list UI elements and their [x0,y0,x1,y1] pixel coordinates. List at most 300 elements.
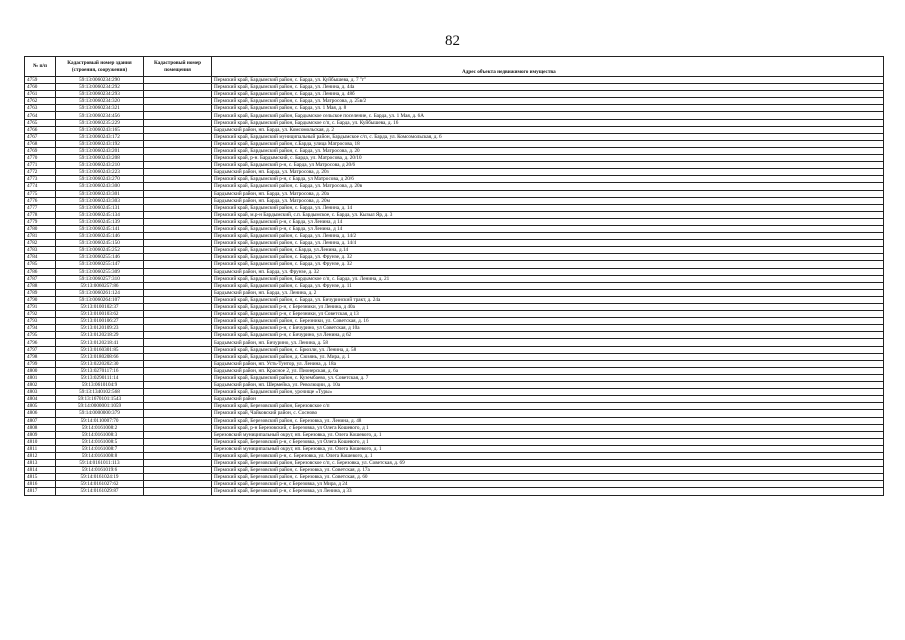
table-row [25,374,884,381]
address: Пермский край, Бардымский район, с. Барда, ул. Ленина, д. 48б [212,91,884,98]
table-row [25,119,884,126]
cadastral-number: 59:14:0161027:62 [56,481,144,488]
address: Пермский край, Бардымский р-н, с Бичурино, ул Советская, д 10а [212,325,884,332]
room-number [144,474,212,481]
room-number [144,126,212,133]
row-number: 4767 [25,133,56,140]
cadastral-number: 59:13:0270117:16 [56,367,144,374]
cadastral-number: 59:13:0060243:201 [56,147,144,154]
room-number [144,339,212,346]
room-number [144,98,212,105]
room-number [144,417,212,424]
row-number: 4769 [25,147,56,154]
address: Бардымский район, нп. Бичурино, ул. Ленина, д. 58 [212,339,884,346]
table-row [25,325,884,332]
table-row [25,318,884,325]
cadastral-number: 59:13:0060243:192 [56,140,144,147]
row-number: 4774 [25,183,56,190]
address: Пермский край, Бардымский район, с. Кузембаево, ул. Советская, д. 7 [212,374,884,381]
cadastral-number: 59:13:0060243:300 [56,183,144,190]
address: Пермский край, Бардымский р-н, с Бичурино, ул Ленина, д 62 [212,332,884,339]
room-number [144,396,212,403]
row-number: 4803 [25,389,56,396]
room-number [144,91,212,98]
address: Пермский край, Бардымский район, с. Барда, ул. Фрунзе, д. 32 [212,261,884,268]
row-number: 4789 [25,289,56,296]
row-number: 4811 [25,445,56,452]
table-row [25,431,884,438]
row-number: 4778 [25,211,56,218]
row-number: 4765 [25,119,56,126]
cadastral-number: 59:14:0000000:379 [56,410,144,417]
room-number [144,176,212,183]
room-number [144,77,212,84]
table-row [25,204,884,211]
address: Пермский край, Березовский район, с. Березовка, ул. Советская, д. 60 [212,474,884,481]
address: Пермский край, Березовский р-н, с Березовка, ул Мира, д 24 [212,481,884,488]
table-row [25,169,884,176]
cadastral-number: 59:14:0161008:3 [56,431,144,438]
table-row [25,488,884,495]
table-row [25,438,884,445]
room-number [144,389,212,396]
address: Пермский край, Бардымский р-н, с Березники, ул Советская, д 13 [212,311,884,318]
header-address-spacer [212,57,884,70]
cadastral-number: 59:13:0060243:172 [56,133,144,140]
room-number [144,445,212,452]
room-number [144,488,212,495]
table-row [25,147,884,154]
room-number [144,133,212,140]
row-number: 4812 [25,452,56,459]
row-number: 4783 [25,247,56,254]
room-number [144,204,212,211]
row-number: 4776 [25,197,56,204]
table-row [25,304,884,311]
address: Пермский край, Бардымский район, с. Барда, ул. Фрунзе, д. 11 [212,282,884,289]
table-row [25,261,884,268]
cadastral-number: 59:13:0120218:29 [56,332,144,339]
address: Пермский край, Бардымский район, с. Барда, ул. Фрунзе, д. 32 [212,254,884,261]
row-number: 4814 [25,467,56,474]
table-row [25,162,884,169]
row-number: 4807 [25,417,56,424]
table-row [25,211,884,218]
address: Пермский край, Березовский район, Березовское с/п, с. Березовка, ул. Советская, д. 69 [212,460,884,467]
cadastral-number: 59:13:0610104:9 [56,382,144,389]
cadastral-number: 59:14:0161008:7 [56,445,144,452]
address: Пермский край, Бардымский район, с. Барда, ул. Ленина, д. 14 [212,204,884,211]
cadastral-number: 59:14:0161008:2 [56,424,144,431]
table-row [25,275,884,282]
room-number [144,140,212,147]
room-number [144,268,212,275]
row-number: 4759 [25,77,56,84]
address: Пермский край, Чайковский район, с. Сосново [212,410,884,417]
address: Пермский край, Бардымский район, с.Барда, улица Матросова, 18 [212,140,884,147]
table-row [25,389,884,396]
table-row [25,112,884,119]
cadastral-number: 59:13:0060245:134 [56,211,144,218]
table-row [25,289,884,296]
table-row [25,382,884,389]
table-row [25,254,884,261]
row-number: 4794 [25,325,56,332]
cadastral-number: 59:13:0060257:86 [56,282,144,289]
cadastral-number: 59:13:0060245:141 [56,225,144,232]
row-number: 4798 [25,353,56,360]
page-number: 82 [445,33,460,49]
room-number [144,240,212,247]
room-number [144,403,212,410]
header-cadastral: Кадастровый номер здания (строения, сооружения) [56,57,144,77]
room-number [144,155,212,162]
address: Пермский край, Бардымский район, д. Сюзянь, ул. Мира, д. 1 [212,353,884,360]
cadastral-number: 59:13:0220202:30 [56,360,144,367]
table-row [25,84,884,91]
row-number: 4771 [25,162,56,169]
row-number: 4816 [25,481,56,488]
row-number: 4768 [25,140,56,147]
table-row [25,282,884,289]
table-row [25,481,884,488]
cadastral-number: 59:13:0160301:85 [56,346,144,353]
row-number: 4810 [25,438,56,445]
address: Пермский край, Березовский район, с. Березовка, ул. Ленина, д. 48 [212,417,884,424]
address: Бардымский район, нп. Барда, ул. Матросова, д. 20м [212,197,884,204]
address: Пермский край, Бардымский район, с. Барда, ул. Бичуринский тракт, д. 24а [212,296,884,303]
cadastral-number: 59:13:0060257:310 [56,275,144,282]
address: Бардымский район, нп. Барда, ул. Комсомольская, д. 2 [212,126,884,133]
cadastral-number: 59:13:0060243:208 [56,155,144,162]
room-number [144,282,212,289]
table-row [25,240,884,247]
room-number [144,112,212,119]
row-number: 4809 [25,431,56,438]
row-number: 4782 [25,240,56,247]
room-number [144,211,212,218]
table-row [25,353,884,360]
room-number [144,460,212,467]
table-row [25,91,884,98]
row-number: 4762 [25,98,56,105]
table-row [25,339,884,346]
row-number: 4772 [25,169,56,176]
row-number: 4802 [25,382,56,389]
cadastral-number: 59:13:0060234:320 [56,98,144,105]
address: Пермский край, Бардымский район, Бардымское с/п, с. Барда, ул. Куйбышева, д. 16 [212,119,884,126]
row-number: 4790 [25,296,56,303]
address: Пермский край, м.р-н Бардымский, с.п. Бардымское, с. Барда, ул. Кызыл Яр, д. 3 [212,211,884,218]
cadastral-number: 59:13:0060234:290 [56,77,144,84]
address: Пермский край, Бардымский р-н, с Барда, ул Ленина, д 14 [212,225,884,232]
room-number [144,325,212,332]
table-row [25,360,884,367]
row-number: 4791 [25,304,56,311]
cadastral-number: 59:13:0120218:41 [56,339,144,346]
address: Пермский край, Березовский район, с. Березовка, ул. Советская, д. 17а [212,467,884,474]
row-number: 4800 [25,367,56,374]
cadastral-number: 59:13:0060243:165 [56,126,144,133]
room-number [144,452,212,459]
table-row [25,417,884,424]
table-row [25,268,884,275]
row-number: 4787 [25,275,56,282]
address: Пермский край, Бардымский р-н, с Березники, ул Ленина, д 40а [212,304,884,311]
address: Бардымский район, нп. Барда, ул. Ленина, д. 2 [212,289,884,296]
row-number: 4815 [25,474,56,481]
row-number: 4817 [25,488,56,495]
row-number: 4786 [25,268,56,275]
cadastral-number: 59:13:0060245:131 [56,204,144,211]
cadastral-number: 59:13:0060255:309 [56,268,144,275]
room-number [144,169,212,176]
address: Пермский край, Бардымский район, с. Барда, ул. Матросова, д. 20в [212,183,884,190]
address: Бардымский район, нп. Усть-Тунтор, ул. Ленина, д. 18а [212,360,884,367]
address: Пермский край, Бардымский район, с. Брюзли, ул. Ленина, д. 58 [212,346,884,353]
table-row [25,346,884,353]
address: Пермский край, Бардымский район, с.Барда, ул.Ленина, д.14 [212,247,884,254]
row-number: 4770 [25,155,56,162]
header-room: Кадастровый номер помещения [144,57,212,77]
room-number [144,467,212,474]
table-row [25,155,884,162]
room-number [144,197,212,204]
table-row [25,367,884,374]
row-number: 4799 [25,360,56,367]
room-number [144,438,212,445]
row-number: 4784 [25,254,56,261]
address: Пермский край, Бардымский район, Бардымское с/п, с. Барда, ул. Ленина, д. 21 [212,275,884,282]
cadastral-number: 59:13:0060234:292 [56,84,144,91]
room-number [144,318,212,325]
room-number [144,289,212,296]
address: Пермский край, Бардымский р-н, с Барда, ул Матросова, д 20/6 [212,176,884,183]
table-row [25,452,884,459]
row-number: 4804 [25,396,56,403]
property-table [24,56,884,496]
cadastral-number: 59:13:0060255:146 [56,254,144,261]
cadastral-number: 59:13:0060245:139 [56,218,144,225]
cadastral-number: 59:13:1340102:568 [56,389,144,396]
cadastral-number: 59:14:0110007:70 [56,417,144,424]
cadastral-number: 59:14:0161008:5 [56,438,144,445]
row-number: 4780 [25,225,56,232]
cadastral-number: 59:13:0060245:252 [56,247,144,254]
address: Пермский край, Бардымский район, с. Барда, ул. 1 Мая, д. 8 [212,105,884,112]
address: Пермский край, р-н. Бардымский, с. Барда, ул. Матросова, д. 20/10 [212,155,884,162]
address: Пермский край, Бардымский район, с. Барда, ул. Куйбышева, д. 7 "г" [212,77,884,84]
room-number [144,218,212,225]
address: Пермский край, Бардымский район, с. Барда, ул. Матросова, д. 20 [212,147,884,154]
row-number: 4808 [25,424,56,431]
room-number [144,367,212,374]
room-number [144,304,212,311]
address: Пермский край, Березовский район, Березовское с/п [212,403,884,410]
row-number: 4797 [25,346,56,353]
room-number [144,190,212,197]
cadastral-number: 59:14:0161011:113 [56,460,144,467]
row-number: 4775 [25,190,56,197]
table-row [25,460,884,467]
room-number [144,424,212,431]
table-row [25,133,884,140]
row-number: 4781 [25,233,56,240]
room-number [144,410,212,417]
cadastral-number: 59:13:0060245:146 [56,233,144,240]
room-number [144,247,212,254]
address: Пермский край, Бардымский район, с. Барда, ул. Ленина, д. 14/2 [212,233,884,240]
address: Пермский край, Бардымский район, Бардымское сельское поселение, с. Барда, ул. 1 Мая, д. 6А [212,112,884,119]
table-row [25,140,884,147]
cadastral-number: 59:13:0060264:107 [56,296,144,303]
cadastral-number: 59:13:0060243:303 [56,197,144,204]
table-row [25,311,884,318]
cadastral-number: 59:13:1670101:1543 [56,396,144,403]
table-row [25,77,884,84]
cadastral-number: 59:13:0120109:23 [56,325,144,332]
cadastral-number: 59:13:0100102:37 [56,304,144,311]
address: Пермский край, Бардымский район, с. Барда, ул. Матросова, д. 25в/2 [212,98,884,105]
row-number: 4785 [25,261,56,268]
room-number [144,360,212,367]
table-body [25,77,884,496]
room-number [144,254,212,261]
table-row [25,218,884,225]
room-number [144,431,212,438]
table-row [25,403,884,410]
address: Бардымский район, нп. Барда, ул. Фрунзе, д. 32 [212,268,884,275]
header-address: Адрес объекта недвижимого имущества [212,69,884,77]
cadastral-number: 59:14:0161019:6 [56,467,144,474]
cadastral-number: 59:14:0161024:19 [56,474,144,481]
cadastral-number: 59:13:0060243:223 [56,169,144,176]
row-number: 4805 [25,403,56,410]
cadastral-number: 59:13:0060243:301 [56,190,144,197]
cadastral-number: 59:13:0060245:150 [56,240,144,247]
row-number: 4793 [25,318,56,325]
room-number [144,119,212,126]
table-row [25,410,884,417]
room-number [144,225,212,232]
address: Бардымский район, нп. Красное 2, ул. Пионерская, д. 6а [212,367,884,374]
room-number [144,261,212,268]
address: Березовский муниципальный округ, нп. Березовка, ул. Олега Кошевого, д. 1 [212,431,884,438]
room-number [144,275,212,282]
row-number: 4760 [25,84,56,91]
room-number [144,233,212,240]
address: Бардымский район, нп. Шермейка, ул. Революции, д. 10а [212,382,884,389]
cadastral-number: 59:13:0180208:66 [56,353,144,360]
cadastral-number: 59:13:0060243:270 [56,176,144,183]
room-number [144,105,212,112]
row-number: 4764 [25,112,56,119]
table-row [25,396,884,403]
table-row [25,332,884,339]
address: Пермский край, Бардымский район, урочище «Туры» [212,389,884,396]
row-number: 4792 [25,311,56,318]
room-number [144,84,212,91]
address: Бардымский район [212,396,884,403]
address: Пермский край, Березовский р-н, с Березовка, ул Олега Кошевого, д 1 [212,438,884,445]
address: Березовский муниципальный округ, нп. Березовка, ул. Олега Кошевого, д. 1 [212,445,884,452]
room-number [144,147,212,154]
table-row [25,296,884,303]
address: Пермский край, Бардымский муниципальный район, Бардымское с/п, с. Барда, ул. Комсомольская, д. 6 [212,133,884,140]
table-row [25,183,884,190]
room-number [144,382,212,389]
room-number [144,296,212,303]
row-number: 4763 [25,105,56,112]
cadastral-number: 59:13:0060234:321 [56,105,144,112]
table-row [25,197,884,204]
table-row [25,474,884,481]
room-number [144,481,212,488]
table-row [25,445,884,452]
table-row [25,424,884,431]
table-row [25,190,884,197]
cadastral-number: 59:13:0060243:210 [56,162,144,169]
row-number: 4761 [25,91,56,98]
room-number [144,332,212,339]
row-number: 4813 [25,460,56,467]
row-number: 4801 [25,374,56,381]
room-number [144,346,212,353]
table-row [25,98,884,105]
cadastral-number: 59:13:0060235:229 [56,119,144,126]
table-row [25,225,884,232]
cadastral-number: 59:13:0100106:27 [56,318,144,325]
address: Бардымский район, нп. Барда, ул. Матросова, д. 20з [212,169,884,176]
room-number [144,311,212,318]
address: Пермский край, Бардымский район, с. Барда, ул. Ленина, д. 44а [212,84,884,91]
address: Бардымский район, нп. Барда, ул. Матросова, д. 20а [212,190,884,197]
table-row [25,247,884,254]
address: Пермский край, Бардымский р-н, с Барда, ул Ленина, д 14 [212,218,884,225]
cadastral-number: 59:13:0060261:124 [56,289,144,296]
header-row [25,57,884,70]
room-number [144,374,212,381]
cadastral-number: 59:13:0290111:14 [56,374,144,381]
table-row [25,467,884,474]
address: Пермский край, Бардымский район, с. Березники, ул. Советская, д. 16 [212,318,884,325]
row-number: 4777 [25,204,56,211]
table-row [25,176,884,183]
address: Пермский край, Бардымский район, с. Барда, ул. Ленина, д. 14/4 [212,240,884,247]
header-num: № п/п [25,57,56,77]
address: Пермский край, Березовский р-н, с. Березовка, ул. Олега Кошевого, д. 1 [212,452,884,459]
cadastral-number: 59:14:0161008:8 [56,452,144,459]
cadastral-number: 59:14:0000001:1059 [56,403,144,410]
room-number [144,183,212,190]
row-number: 4779 [25,218,56,225]
address: Пермский край, Березовский р-н, с Березовка, ул Ленина, д 33 [212,488,884,495]
room-number [144,353,212,360]
room-number [144,162,212,169]
cadastral-number: 59:13:0060234:293 [56,91,144,98]
row-number: 4766 [25,126,56,133]
row-number: 4796 [25,339,56,346]
table-row [25,126,884,133]
row-number: 4795 [25,332,56,339]
cadastral-number: 59:13:0100103:62 [56,311,144,318]
row-number: 4788 [25,282,56,289]
table-row [25,105,884,112]
address: Пермский край, р-н Березовский, с Березовка, ул Олега Кошевого, д 1 [212,424,884,431]
address: Пермский край, Бардымский р-н, с. Барда, ул Матросова, д 20/6 [212,162,884,169]
row-number: 4806 [25,410,56,417]
row-number: 4773 [25,176,56,183]
